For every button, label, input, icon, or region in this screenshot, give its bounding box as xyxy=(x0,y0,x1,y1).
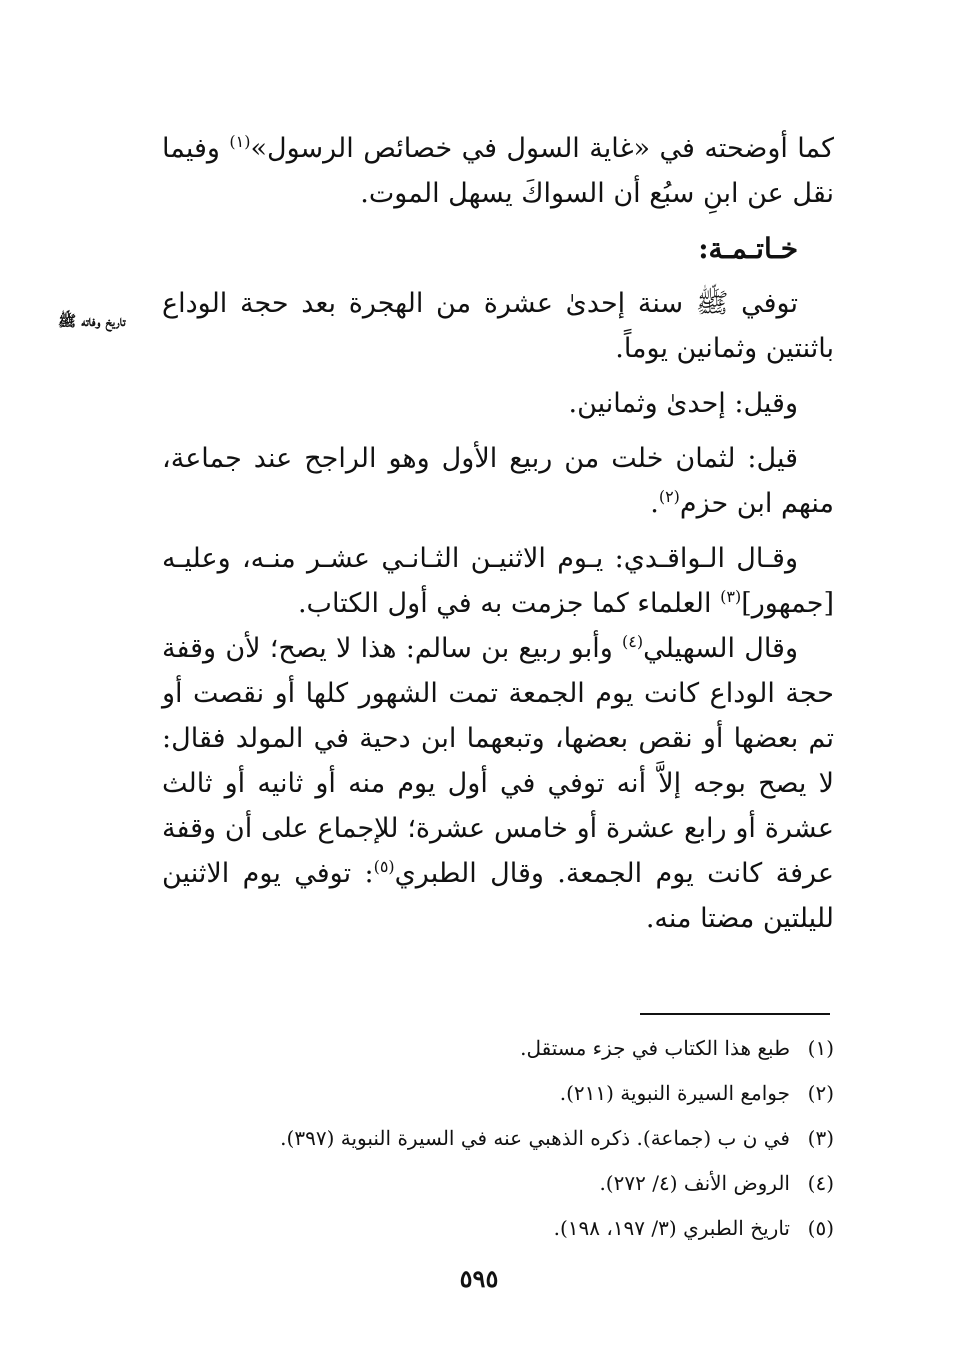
paragraph-text: وقيل: إحدىٰ وثمانين. xyxy=(568,388,798,419)
paragraph-text: وأبو ربيع بن سالم: هذا لا يصح؛ لأن وقفة حجة الوداع كانت يوم الجمعة تمت الشهور كلها أو نقصت أو تم بعضها أو نقص بعضها، وتبعهما ابن دحية في المولد فقال: لا يصح بوجه إلاَّ أنه توفي في أول يوم منه أو ثانيه أو ثالث عشرة أو رابع عشرة أو خامس عشرة؛ للإجماع على أن وقفة عرفة كانت يوم الجمعة. وقال الطبري xyxy=(162,633,834,889)
footnotes xyxy=(162,1026,834,1251)
footnote-text: جوامع السيرة النبوية (٢١١). xyxy=(559,1081,790,1105)
paragraph-text: كما أوضحته في «غاية السول في خصائص الرسول» xyxy=(250,133,834,164)
paragraph xyxy=(162,536,834,626)
footnote-number: (٣) xyxy=(807,1126,834,1150)
footnote-ref: (١) xyxy=(229,132,251,151)
paragraph-text: توفي ﷺ سنة إحدىٰ عشرة من الهجرة بعد حجة الوداع باثنتين وثمانين يوماً. xyxy=(162,288,834,364)
paragraph-text: وفيما نقل عن ابنِ سبُع أن السواكَ يسهل الموت. xyxy=(162,133,834,209)
footnote-number: (٤) xyxy=(807,1171,834,1195)
paragraph xyxy=(162,381,834,426)
footnote-ref: (٢) xyxy=(658,487,680,506)
paragraph xyxy=(162,281,834,371)
paragraph-text: قيل: لثمان خلت من ربيع الأول وهو الراجح عند جماعة، منهم ابن حزم xyxy=(162,443,834,519)
footnote xyxy=(162,1071,834,1116)
paragraph xyxy=(162,626,834,941)
footnote-text: تاريخ الطبري (٣/ ١٩٧، ١٩٨). xyxy=(553,1216,790,1240)
footnote-text: الروض الأنف (٤/ ٢٧٢). xyxy=(599,1171,790,1195)
footnote-ref: (٥) xyxy=(373,857,395,876)
paragraph-text: . xyxy=(650,488,659,519)
footnote xyxy=(162,1116,834,1161)
paragraph-text: العلماء كما جزمت به في أول الكتاب. xyxy=(297,588,721,619)
paragraph xyxy=(162,126,834,216)
footnote xyxy=(162,1161,834,1206)
main-text xyxy=(162,126,834,941)
footnote-number: (٥) xyxy=(807,1216,834,1240)
footnote-text: في ن ب (جماعة). ذكره الذهبي عنه في السيرة النبوية (٣٩٧). xyxy=(280,1126,790,1150)
paragraph-text: : توفي يوم الاثنين لليلتين مضتا منه. xyxy=(162,858,834,934)
page-number: ٥٩٥ xyxy=(459,1264,499,1293)
footnote-number: (٢) xyxy=(807,1081,834,1105)
paragraph-text: وقـال الـواقـدي: يـوم الاثنيـن الثـانـي عشـر منـه، وعليـه [جمهور] xyxy=(162,543,834,619)
footnote-divider xyxy=(640,1013,830,1015)
section-heading xyxy=(162,226,834,271)
paragraph-text: وقال السهيلي xyxy=(643,633,798,664)
footnote-number: (١) xyxy=(807,1036,834,1060)
paragraph xyxy=(162,436,834,526)
footnote-text: طبع هذا الكتاب في جزء مستقل. xyxy=(520,1036,790,1060)
paragraph-text: خـاتـمـة: xyxy=(698,232,798,265)
margin-note: تاريخ وفاته ﷺ xyxy=(58,312,126,330)
footnote-ref: (٣) xyxy=(720,587,742,606)
footnote xyxy=(162,1026,834,1071)
footnote-ref: (٤) xyxy=(622,632,644,651)
footnote xyxy=(162,1206,834,1251)
